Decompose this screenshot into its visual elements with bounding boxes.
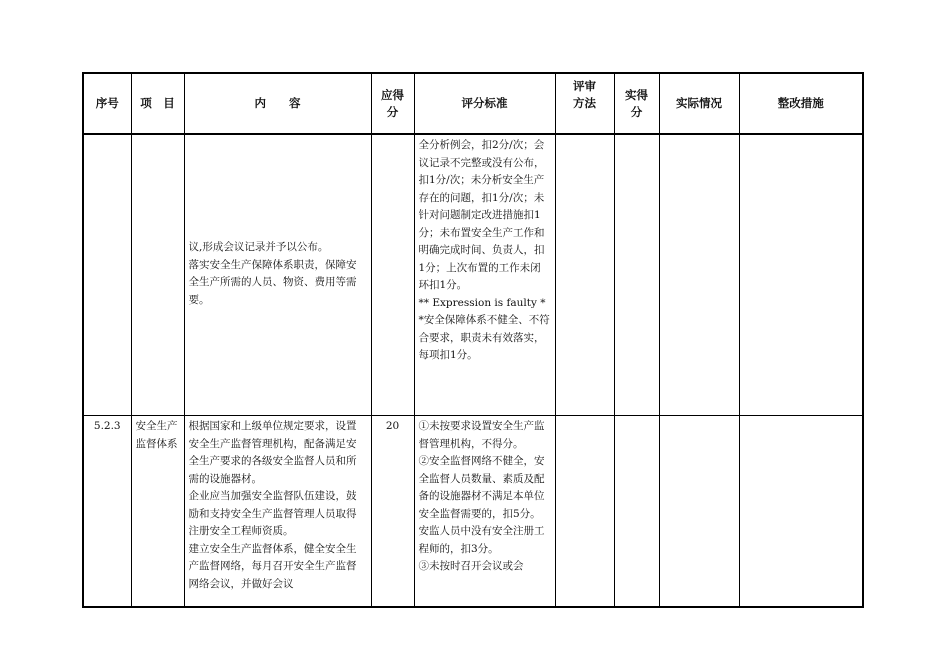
table-row — [83, 134, 863, 416]
header-measures: 整改措施 — [739, 73, 863, 134]
cell-actual-score — [614, 134, 659, 416]
cell-criteria — [414, 416, 555, 608]
cell-score: 20 — [371, 416, 414, 608]
cell-situation — [659, 134, 739, 416]
cell-method — [555, 134, 614, 416]
header-no: 序号 — [83, 73, 131, 134]
header-score: 应得 分 — [371, 73, 414, 134]
header-method: 评审 方法 — [555, 73, 614, 134]
cell-method — [555, 416, 614, 608]
cell-measures — [739, 416, 863, 608]
header-actual-score: 实得 分 — [614, 73, 659, 134]
content-text: 议,形成会议记录并予以公布。 落实安全生产保障体系职责，保障安全生产所需的人员、物资、费用等需要。 — [188, 241, 357, 306]
header-row — [83, 73, 863, 134]
criteria-text: ①未按要求设置安全生产监督管理机构，不得分。 ②安全监督网络不健全，安全监督人员数量、素质及配备的设施器材不满足本单位安全监督需要的，扣5分。安监人员中没有安全注册工程师的，扣3分。 ③未按时召开会议或会 — [418, 420, 545, 572]
header-content: 内 容 — [184, 73, 371, 134]
cell-no: 5.2.3 — [83, 416, 131, 608]
header-criteria: 评分标准 — [414, 73, 555, 134]
cell-item — [131, 134, 184, 416]
cell-actual-score — [614, 416, 659, 608]
content-text: 根据国家和上级单位规定要求，设置安全生产监督管理机构，配备满足安全生产要求的各级安全监督人员和所需的设施器材。 企业应当加强安全监督队伍建设，鼓励和支持安全生产监督管理人员取得注册安全工程师资质。 建立安全生产监督体系，健全安全生产监督网络，每月召开安全生产监督网络会议，并做好会议 — [188, 420, 357, 590]
header-situation: 实际情况 — [659, 73, 739, 134]
cell-situation — [659, 416, 739, 608]
header-item: 项 目 — [131, 73, 184, 134]
cell-score — [371, 134, 414, 416]
cell-no — [83, 134, 131, 416]
criteria-text: 全分析例会，扣2分/次；会议记录不完整或没有公布，扣1分/次；未分析安全生产存在的问题，扣1分/次；未针对问题制定改进措施扣1分；未布置安全生产工作和明确完成时间、负责人，扣1分；上次布置的工作未闭环扣1分。 ** Expression is faulty **安全保障体系不健全、不符合要求，职责未有效落实，每项扣1分。 — [418, 139, 550, 361]
cell-measures — [739, 134, 863, 416]
cell-item: 安全生产 监督体系 — [131, 416, 184, 608]
cell-content — [184, 134, 371, 416]
cell-content — [184, 416, 371, 608]
table-row — [83, 416, 863, 608]
cell-criteria — [414, 134, 555, 416]
scoring-table — [82, 72, 864, 608]
